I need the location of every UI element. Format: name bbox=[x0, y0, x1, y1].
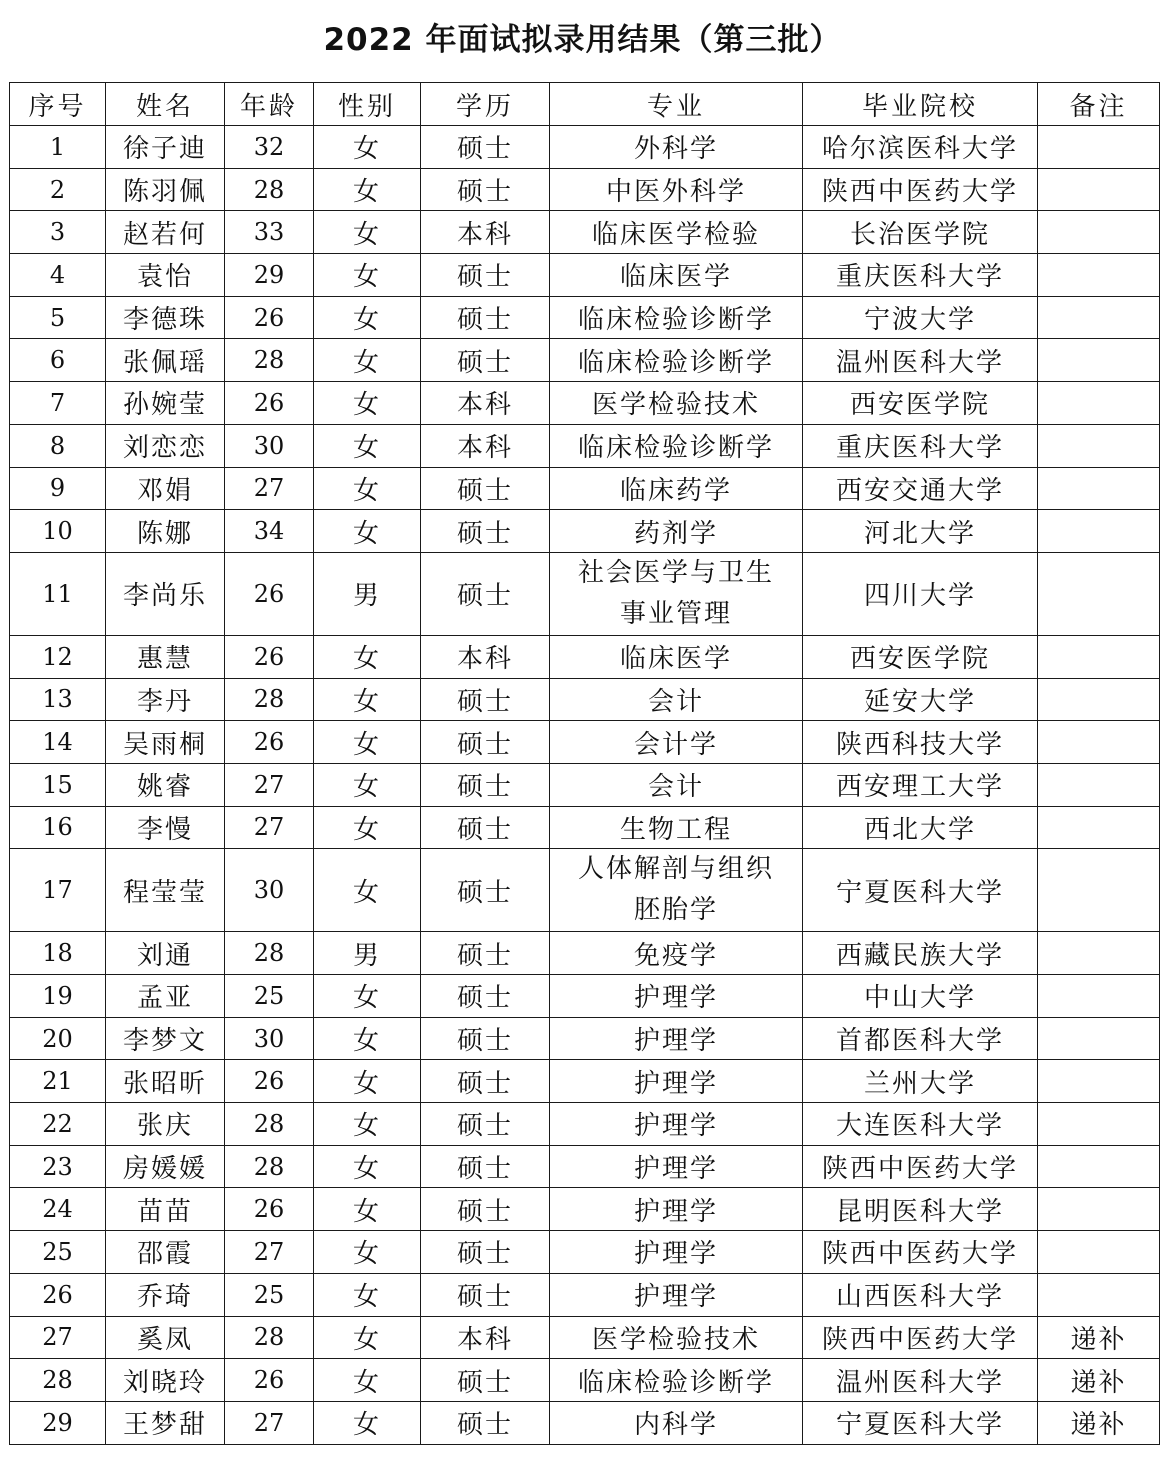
cell-note bbox=[1038, 510, 1160, 553]
cell-degree: 硕士 bbox=[421, 1359, 550, 1402]
cell-gender: 女 bbox=[314, 1231, 421, 1274]
cell-major: 护理学 bbox=[550, 1231, 803, 1274]
cell-gender: 男 bbox=[314, 552, 421, 635]
cell-name: 李梦文 bbox=[106, 1017, 225, 1060]
cell-gender: 女 bbox=[314, 1316, 421, 1359]
cell-major: 临床医学 bbox=[550, 635, 803, 678]
cell-note: 递补 bbox=[1038, 1316, 1160, 1359]
table-row bbox=[10, 552, 1160, 635]
cell-school: 昆明医科大学 bbox=[803, 1188, 1038, 1231]
cell-degree: 硕士 bbox=[421, 467, 550, 510]
cell-note bbox=[1038, 721, 1160, 764]
cell-degree: 本科 bbox=[421, 424, 550, 467]
table-row bbox=[10, 975, 1160, 1018]
cell-name: 乔琦 bbox=[106, 1273, 225, 1316]
table-header-row bbox=[10, 83, 1160, 126]
cell-degree: 硕士 bbox=[421, 849, 550, 932]
cell-degree: 本科 bbox=[421, 1316, 550, 1359]
cell-age: 33 bbox=[225, 211, 314, 254]
cell-degree: 硕士 bbox=[421, 763, 550, 806]
cell-gender: 女 bbox=[314, 1060, 421, 1103]
table-row bbox=[10, 1316, 1160, 1359]
cell-note bbox=[1038, 763, 1160, 806]
cell-school: 西北大学 bbox=[803, 806, 1038, 849]
cell-no: 28 bbox=[10, 1359, 106, 1402]
cell-gender: 女 bbox=[314, 254, 421, 297]
cell-major: 护理学 bbox=[550, 1273, 803, 1316]
cell-gender: 女 bbox=[314, 296, 421, 339]
cell-gender: 女 bbox=[314, 1188, 421, 1231]
cell-school: 宁夏医科大学 bbox=[803, 849, 1038, 932]
cell-no: 13 bbox=[10, 678, 106, 721]
page-title: 2022 年面试拟录用结果（第三批） bbox=[323, 22, 842, 58]
cell-degree: 硕士 bbox=[421, 510, 550, 553]
cell-note: 递补 bbox=[1038, 1359, 1160, 1402]
cell-school: 延安大学 bbox=[803, 678, 1038, 721]
cell-major: 临床检验诊断学 bbox=[550, 296, 803, 339]
cell-school: 西安医学院 bbox=[803, 635, 1038, 678]
cell-degree: 硕士 bbox=[421, 678, 550, 721]
cell-degree: 硕士 bbox=[421, 552, 550, 635]
cell-name: 张佩瑶 bbox=[106, 339, 225, 382]
cell-degree: 硕士 bbox=[421, 1273, 550, 1316]
cell-degree: 硕士 bbox=[421, 1231, 550, 1274]
cell-age: 26 bbox=[225, 635, 314, 678]
table-row bbox=[10, 932, 1160, 975]
cell-gender: 女 bbox=[314, 126, 421, 169]
cell-note bbox=[1038, 254, 1160, 297]
cell-age: 28 bbox=[225, 1103, 314, 1146]
cell-no: 2 bbox=[10, 168, 106, 211]
cell-age: 30 bbox=[225, 1017, 314, 1060]
table-row bbox=[10, 382, 1160, 425]
cell-school: 西安交通大学 bbox=[803, 467, 1038, 510]
table-row bbox=[10, 254, 1160, 297]
cell-major: 护理学 bbox=[550, 1017, 803, 1060]
cell-note bbox=[1038, 1103, 1160, 1146]
cell-name: 吴雨桐 bbox=[106, 721, 225, 764]
cell-note bbox=[1038, 1060, 1160, 1103]
cell-major: 护理学 bbox=[550, 1060, 803, 1103]
cell-major: 生物工程 bbox=[550, 806, 803, 849]
cell-note bbox=[1038, 1231, 1160, 1274]
cell-note bbox=[1038, 806, 1160, 849]
cell-school: 首都医科大学 bbox=[803, 1017, 1038, 1060]
cell-school: 温州医科大学 bbox=[803, 1359, 1038, 1402]
table-row bbox=[10, 635, 1160, 678]
cell-age: 28 bbox=[225, 932, 314, 975]
cell-note bbox=[1038, 932, 1160, 975]
cell-school: 四川大学 bbox=[803, 552, 1038, 635]
cell-note bbox=[1038, 849, 1160, 932]
cell-major: 社会医学与卫生事业管理 bbox=[550, 552, 803, 635]
cell-age: 28 bbox=[225, 168, 314, 211]
cell-no: 18 bbox=[10, 932, 106, 975]
table-row bbox=[10, 806, 1160, 849]
cell-gender: 女 bbox=[314, 1273, 421, 1316]
cell-name: 奚凤 bbox=[106, 1316, 225, 1359]
cell-age: 26 bbox=[225, 552, 314, 635]
cell-name: 刘恋恋 bbox=[106, 424, 225, 467]
cell-age: 26 bbox=[225, 382, 314, 425]
cell-degree: 硕士 bbox=[421, 254, 550, 297]
cell-no: 7 bbox=[10, 382, 106, 425]
cell-degree: 硕士 bbox=[421, 168, 550, 211]
cell-degree: 硕士 bbox=[421, 975, 550, 1018]
cell-gender: 男 bbox=[314, 932, 421, 975]
cell-no: 14 bbox=[10, 721, 106, 764]
cell-name: 徐子迪 bbox=[106, 126, 225, 169]
cell-degree: 硕士 bbox=[421, 1145, 550, 1188]
cell-school: 哈尔滨医科大学 bbox=[803, 126, 1038, 169]
cell-degree: 硕士 bbox=[421, 1017, 550, 1060]
cell-note: 递补 bbox=[1038, 1401, 1160, 1444]
cell-school: 西安医学院 bbox=[803, 382, 1038, 425]
cell-age: 25 bbox=[225, 1273, 314, 1316]
cell-degree: 硕士 bbox=[421, 296, 550, 339]
table-row bbox=[10, 510, 1160, 553]
table-row bbox=[10, 467, 1160, 510]
cell-no: 20 bbox=[10, 1017, 106, 1060]
cell-name: 刘通 bbox=[106, 932, 225, 975]
cell-name: 陈羽佩 bbox=[106, 168, 225, 211]
cell-age: 25 bbox=[225, 975, 314, 1018]
cell-no: 26 bbox=[10, 1273, 106, 1316]
cell-age: 27 bbox=[225, 1401, 314, 1444]
cell-age: 28 bbox=[225, 678, 314, 721]
cell-major: 临床药学 bbox=[550, 467, 803, 510]
header-cell-note: 备注 bbox=[1038, 83, 1160, 126]
cell-age: 30 bbox=[225, 424, 314, 467]
cell-name: 李德珠 bbox=[106, 296, 225, 339]
cell-note bbox=[1038, 296, 1160, 339]
cell-gender: 女 bbox=[314, 678, 421, 721]
table-body bbox=[10, 126, 1160, 1445]
header-cell-name: 姓名 bbox=[106, 83, 225, 126]
cell-no: 4 bbox=[10, 254, 106, 297]
cell-major: 中医外科学 bbox=[550, 168, 803, 211]
table-row bbox=[10, 424, 1160, 467]
cell-school: 陕西科技大学 bbox=[803, 721, 1038, 764]
cell-major: 护理学 bbox=[550, 1188, 803, 1231]
cell-age: 27 bbox=[225, 763, 314, 806]
cell-note bbox=[1038, 975, 1160, 1018]
cell-no: 6 bbox=[10, 339, 106, 382]
cell-major: 外科学 bbox=[550, 126, 803, 169]
cell-no: 3 bbox=[10, 211, 106, 254]
table-row bbox=[10, 1401, 1160, 1444]
header-cell-no: 序号 bbox=[10, 83, 106, 126]
cell-note bbox=[1038, 1017, 1160, 1060]
cell-name: 王梦甜 bbox=[106, 1401, 225, 1444]
cell-degree: 硕士 bbox=[421, 932, 550, 975]
cell-no: 11 bbox=[10, 552, 106, 635]
cell-major: 临床检验诊断学 bbox=[550, 339, 803, 382]
header-cell-gender: 性别 bbox=[314, 83, 421, 126]
cell-gender: 女 bbox=[314, 721, 421, 764]
table-row bbox=[10, 1145, 1160, 1188]
cell-name: 姚睿 bbox=[106, 763, 225, 806]
cell-name: 张庆 bbox=[106, 1103, 225, 1146]
cell-name: 袁怡 bbox=[106, 254, 225, 297]
cell-age: 27 bbox=[225, 806, 314, 849]
header-cell-age: 年龄 bbox=[225, 83, 314, 126]
cell-degree: 硕士 bbox=[421, 339, 550, 382]
header-cell-school: 毕业院校 bbox=[803, 83, 1038, 126]
cell-gender: 女 bbox=[314, 1103, 421, 1146]
cell-major: 人体解剖与组织胚胎学 bbox=[550, 849, 803, 932]
table-row bbox=[10, 763, 1160, 806]
cell-no: 25 bbox=[10, 1231, 106, 1274]
cell-gender: 女 bbox=[314, 635, 421, 678]
cell-note bbox=[1038, 424, 1160, 467]
cell-age: 27 bbox=[225, 467, 314, 510]
cell-major: 内科学 bbox=[550, 1401, 803, 1444]
cell-name: 邓娟 bbox=[106, 467, 225, 510]
cell-note bbox=[1038, 552, 1160, 635]
cell-school: 大连医科大学 bbox=[803, 1103, 1038, 1146]
cell-gender: 女 bbox=[314, 1401, 421, 1444]
cell-age: 28 bbox=[225, 339, 314, 382]
cell-no: 17 bbox=[10, 849, 106, 932]
cell-no: 5 bbox=[10, 296, 106, 339]
cell-name: 程莹莹 bbox=[106, 849, 225, 932]
cell-name: 邵霞 bbox=[106, 1231, 225, 1274]
cell-gender: 女 bbox=[314, 467, 421, 510]
cell-no: 29 bbox=[10, 1401, 106, 1444]
cell-name: 张昭昕 bbox=[106, 1060, 225, 1103]
cell-major: 临床检验诊断学 bbox=[550, 1359, 803, 1402]
cell-note bbox=[1038, 211, 1160, 254]
cell-major: 医学检验技术 bbox=[550, 1316, 803, 1359]
cell-degree: 硕士 bbox=[421, 806, 550, 849]
cell-age: 26 bbox=[225, 1188, 314, 1231]
cell-school: 陕西中医药大学 bbox=[803, 168, 1038, 211]
cell-gender: 女 bbox=[314, 339, 421, 382]
cell-major: 医学检验技术 bbox=[550, 382, 803, 425]
cell-note bbox=[1038, 635, 1160, 678]
cell-name: 陈娜 bbox=[106, 510, 225, 553]
table-row bbox=[10, 1359, 1160, 1402]
cell-age: 30 bbox=[225, 849, 314, 932]
admission-results-table bbox=[9, 82, 1160, 1445]
cell-name: 苗苗 bbox=[106, 1188, 225, 1231]
cell-degree: 本科 bbox=[421, 211, 550, 254]
cell-name: 孙婉莹 bbox=[106, 382, 225, 425]
cell-name: 李丹 bbox=[106, 678, 225, 721]
cell-major: 会计 bbox=[550, 678, 803, 721]
cell-age: 26 bbox=[225, 296, 314, 339]
cell-school: 重庆医科大学 bbox=[803, 424, 1038, 467]
cell-no: 19 bbox=[10, 975, 106, 1018]
cell-school: 西安理工大学 bbox=[803, 763, 1038, 806]
cell-no: 24 bbox=[10, 1188, 106, 1231]
cell-gender: 女 bbox=[314, 1359, 421, 1402]
cell-no: 23 bbox=[10, 1145, 106, 1188]
header-cell-major: 专业 bbox=[550, 83, 803, 126]
table-row bbox=[10, 1188, 1160, 1231]
cell-school: 宁夏医科大学 bbox=[803, 1401, 1038, 1444]
cell-degree: 硕士 bbox=[421, 126, 550, 169]
cell-name: 刘晓玲 bbox=[106, 1359, 225, 1402]
table-row bbox=[10, 721, 1160, 764]
cell-school: 重庆医科大学 bbox=[803, 254, 1038, 297]
cell-gender: 女 bbox=[314, 849, 421, 932]
cell-major: 药剂学 bbox=[550, 510, 803, 553]
cell-name: 李尚乐 bbox=[106, 552, 225, 635]
cell-note bbox=[1038, 126, 1160, 169]
cell-gender: 女 bbox=[314, 975, 421, 1018]
table-row bbox=[10, 1273, 1160, 1316]
cell-school: 西藏民族大学 bbox=[803, 932, 1038, 975]
cell-note bbox=[1038, 467, 1160, 510]
table-row bbox=[10, 1103, 1160, 1146]
cell-major: 护理学 bbox=[550, 1145, 803, 1188]
cell-school: 中山大学 bbox=[803, 975, 1038, 1018]
cell-gender: 女 bbox=[314, 1017, 421, 1060]
cell-degree: 硕士 bbox=[421, 1060, 550, 1103]
table-row bbox=[10, 339, 1160, 382]
cell-name: 孟亚 bbox=[106, 975, 225, 1018]
cell-no: 10 bbox=[10, 510, 106, 553]
cell-degree: 本科 bbox=[421, 635, 550, 678]
cell-major: 护理学 bbox=[550, 1103, 803, 1146]
cell-gender: 女 bbox=[314, 510, 421, 553]
cell-age: 32 bbox=[225, 126, 314, 169]
cell-degree: 硕士 bbox=[421, 1188, 550, 1231]
cell-school: 山西医科大学 bbox=[803, 1273, 1038, 1316]
cell-age: 26 bbox=[225, 721, 314, 764]
cell-no: 21 bbox=[10, 1060, 106, 1103]
cell-major: 临床医学 bbox=[550, 254, 803, 297]
cell-degree: 本科 bbox=[421, 382, 550, 425]
table-row bbox=[10, 678, 1160, 721]
table-row bbox=[10, 126, 1160, 169]
cell-age: 28 bbox=[225, 1145, 314, 1188]
cell-major: 免疫学 bbox=[550, 932, 803, 975]
cell-age: 27 bbox=[225, 1231, 314, 1274]
cell-name: 惠慧 bbox=[106, 635, 225, 678]
table-row bbox=[10, 849, 1160, 932]
cell-note bbox=[1038, 678, 1160, 721]
cell-school: 宁波大学 bbox=[803, 296, 1038, 339]
cell-note bbox=[1038, 382, 1160, 425]
cell-major: 会计学 bbox=[550, 721, 803, 764]
cell-school: 兰州大学 bbox=[803, 1060, 1038, 1103]
cell-gender: 女 bbox=[314, 1145, 421, 1188]
cell-school: 陕西中医药大学 bbox=[803, 1231, 1038, 1274]
cell-major: 会计 bbox=[550, 763, 803, 806]
cell-no: 16 bbox=[10, 806, 106, 849]
cell-no: 9 bbox=[10, 467, 106, 510]
cell-name: 房媛媛 bbox=[106, 1145, 225, 1188]
cell-gender: 女 bbox=[314, 763, 421, 806]
cell-note bbox=[1038, 1145, 1160, 1188]
cell-school: 陕西中医药大学 bbox=[803, 1316, 1038, 1359]
cell-school: 河北大学 bbox=[803, 510, 1038, 553]
cell-degree: 硕士 bbox=[421, 1103, 550, 1146]
cell-note bbox=[1038, 168, 1160, 211]
header-cell-degree: 学历 bbox=[421, 83, 550, 126]
cell-note bbox=[1038, 1188, 1160, 1231]
cell-no: 27 bbox=[10, 1316, 106, 1359]
table-row bbox=[10, 168, 1160, 211]
cell-no: 8 bbox=[10, 424, 106, 467]
cell-gender: 女 bbox=[314, 424, 421, 467]
cell-age: 29 bbox=[225, 254, 314, 297]
table-row bbox=[10, 211, 1160, 254]
cell-gender: 女 bbox=[314, 806, 421, 849]
cell-degree: 硕士 bbox=[421, 1401, 550, 1444]
cell-degree: 硕士 bbox=[421, 721, 550, 764]
cell-no: 15 bbox=[10, 763, 106, 806]
cell-age: 26 bbox=[225, 1060, 314, 1103]
table-row bbox=[10, 1017, 1160, 1060]
cell-school: 温州医科大学 bbox=[803, 339, 1038, 382]
table-row bbox=[10, 1060, 1160, 1103]
cell-major: 临床检验诊断学 bbox=[550, 424, 803, 467]
table-row bbox=[10, 296, 1160, 339]
cell-age: 26 bbox=[225, 1359, 314, 1402]
cell-school: 陕西中医药大学 bbox=[803, 1145, 1038, 1188]
cell-major: 护理学 bbox=[550, 975, 803, 1018]
cell-school: 长治医学院 bbox=[803, 211, 1038, 254]
cell-no: 12 bbox=[10, 635, 106, 678]
cell-age: 28 bbox=[225, 1316, 314, 1359]
cell-age: 34 bbox=[225, 510, 314, 553]
table-row bbox=[10, 1231, 1160, 1274]
cell-no: 22 bbox=[10, 1103, 106, 1146]
cell-gender: 女 bbox=[314, 211, 421, 254]
cell-gender: 女 bbox=[314, 382, 421, 425]
cell-note bbox=[1038, 1273, 1160, 1316]
cell-major: 临床医学检验 bbox=[550, 211, 803, 254]
cell-note bbox=[1038, 339, 1160, 382]
cell-no: 1 bbox=[10, 126, 106, 169]
cell-gender: 女 bbox=[314, 168, 421, 211]
cell-name: 李慢 bbox=[106, 806, 225, 849]
cell-name: 赵若何 bbox=[106, 211, 225, 254]
